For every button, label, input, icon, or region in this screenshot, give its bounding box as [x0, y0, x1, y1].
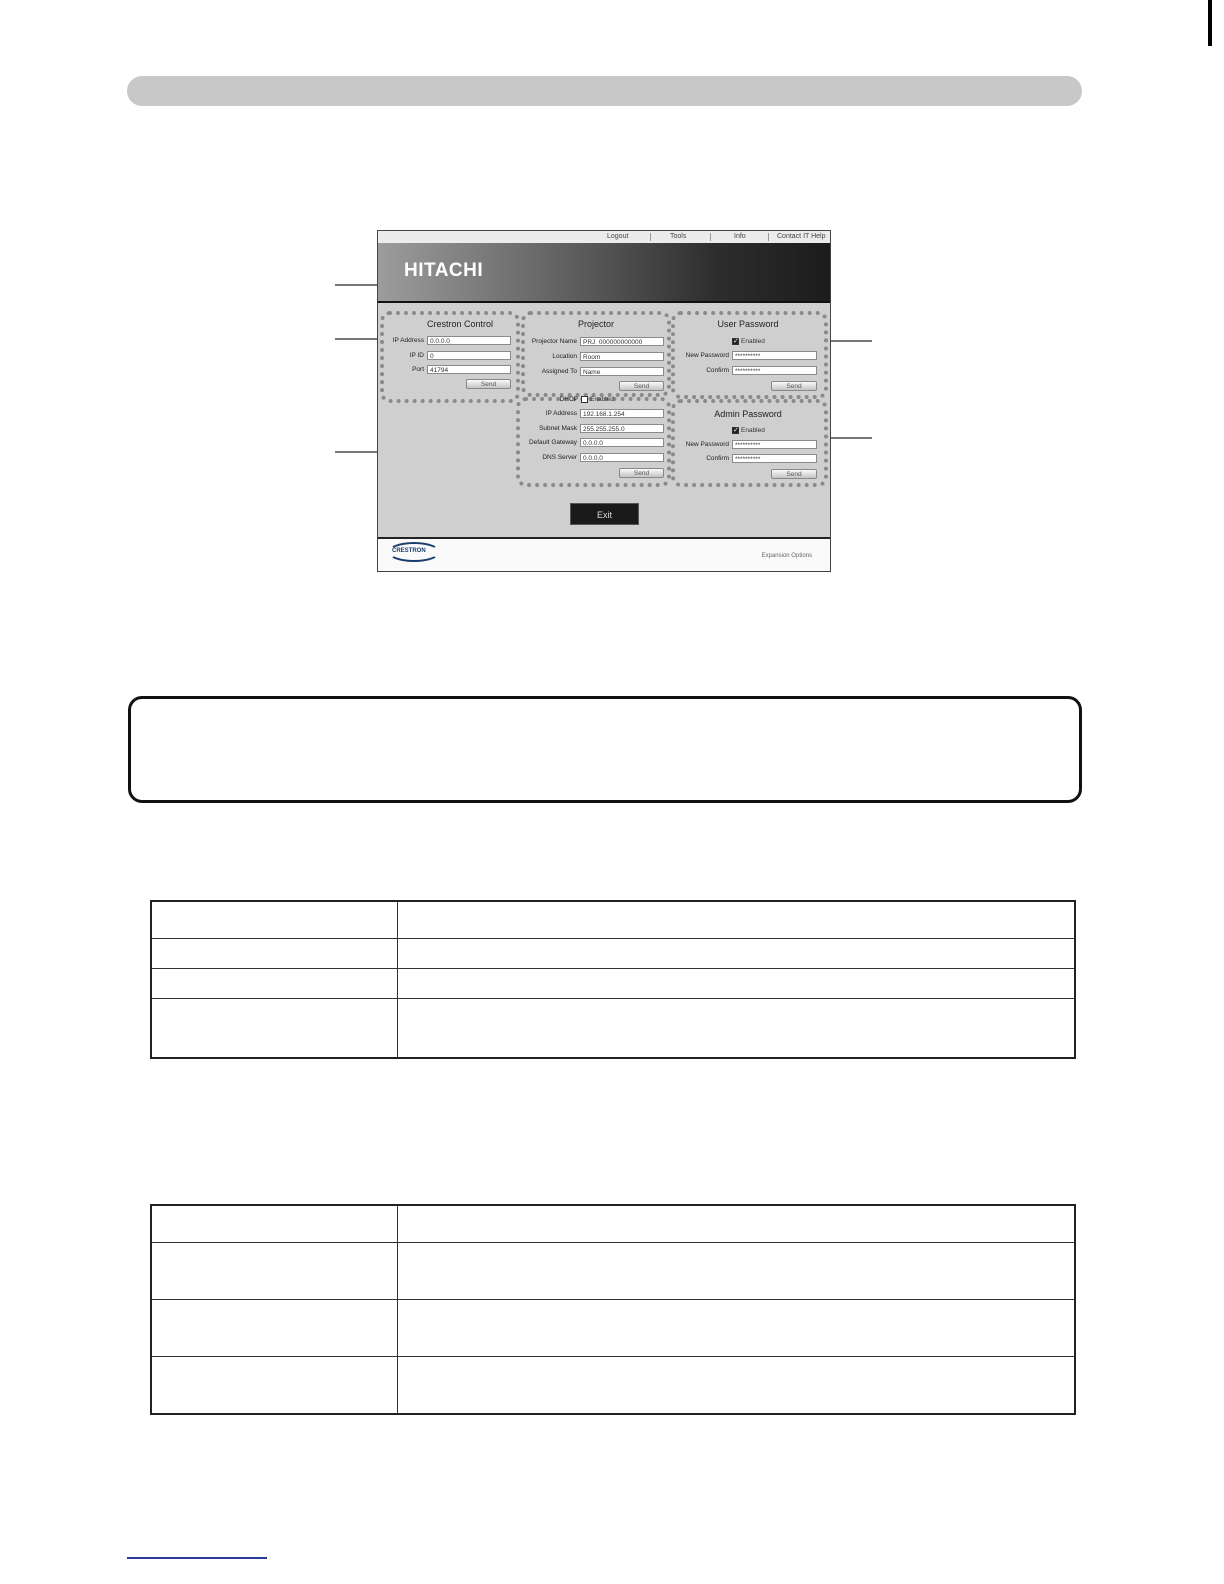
dhcp-label: DHCP: [559, 396, 578, 403]
settings-body: [378, 303, 830, 537]
section-title-bar: [127, 76, 1082, 106]
admin-password-title: Admin Password: [714, 409, 782, 419]
admin-confirm-password-input[interactable]: **********: [732, 454, 817, 463]
crestron-ip-id-input[interactable]: 0: [427, 351, 511, 360]
settings-table-1: [150, 900, 1076, 1059]
projector-send-button[interactable]: Send: [619, 381, 664, 391]
table-row: [151, 999, 1075, 1059]
field-label: Projector Name: [531, 338, 577, 345]
crestron-control-title: Crestron Control: [426, 319, 494, 329]
field-label: DNS Server: [542, 454, 577, 461]
page-link-underline: [127, 1557, 267, 1559]
nav-contact-it-help[interactable]: Contact IT Help: [777, 233, 826, 240]
table-cell: [151, 969, 398, 999]
exit-button[interactable]: Exit: [570, 503, 639, 525]
admin-new-password-input[interactable]: **********: [732, 440, 817, 449]
table-cell: [398, 1243, 1076, 1300]
top-nav: [378, 231, 830, 243]
footer-text: Expansion Options: [761, 553, 812, 559]
table-cell: [398, 939, 1076, 969]
hitachi-logo: HITACHI: [404, 260, 484, 281]
dhcp-enabled-label: Enabled: [590, 396, 614, 403]
subnet-mask-input[interactable]: 255.255.255.0: [580, 424, 664, 433]
table-cell: [151, 901, 398, 939]
projector-name-input[interactable]: PRJ_000000000000: [580, 337, 664, 346]
field-label: Assigned To: [541, 368, 577, 375]
user-password-enabled-label: Enabled: [741, 338, 765, 345]
table-header-row: [151, 1205, 1075, 1243]
crestron-settings-screenshot: [377, 230, 831, 572]
field-label: Confirm: [706, 455, 729, 462]
projector-location-input[interactable]: Room: [580, 352, 664, 361]
table-cell: [398, 1205, 1076, 1243]
crestron-logo: CRESTRON: [392, 548, 426, 554]
dns-server-input[interactable]: 0.0.0.0: [580, 453, 664, 462]
user-password-enabled-checkbox[interactable]: ✓: [733, 338, 739, 345]
table-cell: [398, 969, 1076, 999]
table-header-row: [151, 901, 1075, 939]
edge-marker: [1208, 0, 1212, 46]
table-cell: [151, 999, 398, 1059]
field-label: IP Address: [545, 410, 577, 417]
field-label: IP Address: [392, 337, 424, 344]
dhcp-checkbox[interactable]: [581, 396, 588, 403]
nav-separator: [650, 233, 651, 241]
default-gateway-input[interactable]: 0.0.0.0: [580, 438, 664, 447]
table-cell: [151, 1243, 398, 1300]
network-send-button[interactable]: Send: [619, 468, 664, 478]
table-cell: [151, 1300, 398, 1357]
admin-password-enabled-label: Enabled: [741, 427, 765, 434]
field-label: New Password: [685, 441, 729, 448]
field-label: IP ID: [409, 352, 424, 359]
crestron-send-button[interactable]: Send: [466, 379, 511, 389]
table-cell: [398, 1357, 1076, 1415]
table-row: [151, 1357, 1075, 1415]
table-cell: [151, 1205, 398, 1243]
admin-password-enabled-checkbox[interactable]: ✓: [733, 427, 739, 434]
table-cell: [151, 939, 398, 969]
projector-assigned-to-input[interactable]: Name: [580, 367, 664, 376]
table-cell: [398, 999, 1076, 1059]
field-label: Subnet Mask: [539, 425, 577, 432]
field-label: Port: [412, 366, 424, 373]
nav-separator: [768, 233, 769, 241]
table-row: [151, 939, 1075, 969]
table-row: [151, 969, 1075, 999]
table-row: [151, 1300, 1075, 1357]
user-password-send-button[interactable]: Send: [771, 381, 817, 391]
user-password-title: User Password: [717, 319, 779, 329]
projector-title: Projector: [577, 319, 614, 329]
field-label: Confirm: [706, 367, 729, 374]
crestron-port-input[interactable]: 41794: [427, 365, 511, 374]
footer: [378, 539, 830, 571]
field-label: Default Gateway: [528, 439, 577, 446]
nav-logout[interactable]: Logout: [607, 233, 629, 240]
user-confirm-password-input[interactable]: **********: [732, 366, 817, 375]
settings-table-2: [150, 1204, 1076, 1415]
table-cell: [398, 1300, 1076, 1357]
ip-address-input[interactable]: 192.168.1.254: [580, 409, 664, 418]
nav-info[interactable]: Info: [734, 233, 746, 240]
nav-separator: [710, 233, 711, 241]
table-row: [151, 1243, 1075, 1300]
table-cell: [151, 1357, 398, 1415]
field-label: Location: [552, 353, 577, 360]
nav-tools[interactable]: Tools: [670, 233, 687, 240]
admin-password-send-button[interactable]: Send: [771, 469, 817, 479]
user-new-password-input[interactable]: **********: [732, 351, 817, 360]
table-cell: [398, 901, 1076, 939]
crestron-ip-address-input[interactable]: 0.0.0.0: [427, 336, 511, 345]
note-box: [128, 696, 1082, 803]
field-label: New Password: [685, 352, 729, 359]
